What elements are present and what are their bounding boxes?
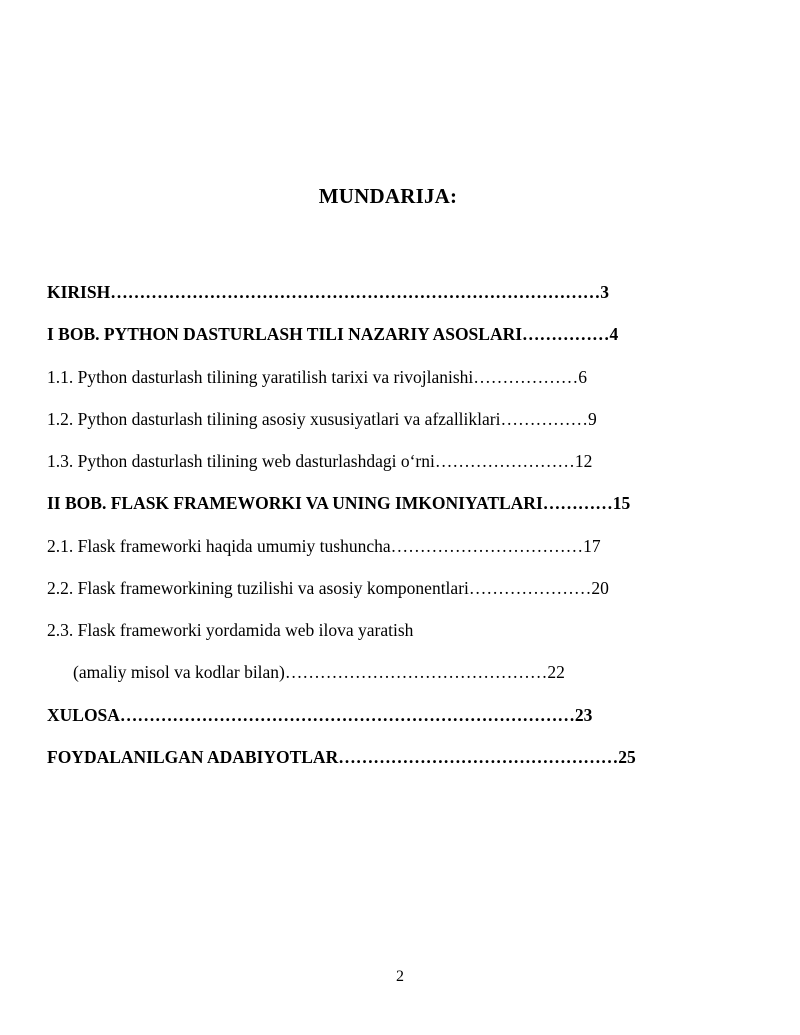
toc-entry-chapter-1: I BOB. PYTHON DASTURLASH TILI NAZARIY ASOSLARI……………4	[47, 324, 619, 344]
toc-entry-2-2: 2.2. Flask frameworkining tuzilishi va asosiy komponentlari…………………20	[47, 578, 609, 598]
page-number: 2	[396, 968, 404, 985]
toc-entry-2-1: 2.1. Flask frameworki haqida umumiy tushuncha……………………………17	[47, 536, 601, 556]
toc-entry-chapter-2: II BOB. FLASK FRAMEWORKI VA UNING IMKONIYATLARI…………15	[47, 493, 631, 513]
toc-entry-2-3: 2.3. Flask frameworki yordamida web ilova yaratish	[47, 620, 414, 640]
toc-entry-1-3: 1.3. Python dasturlash tilining web dasturlashdagi o‘rni……………………12	[47, 451, 593, 471]
page-title: MUNDARIJA:	[318, 184, 458, 208]
toc-entry-1-2: 1.2. Python dasturlash tilining asosiy xususiyatlari va afzalliklari……………9	[47, 409, 597, 429]
toc-entry-1-1: 1.1. Python dasturlash tilining yaratilish tarixi va rivojlanishi………………6	[47, 367, 588, 387]
toc-entry-2-3-continued: (amaliy misol va kodlar bilan)………………………………………22	[73, 662, 565, 682]
toc-entry-references: FOYDALANILGAN ADABIYOTLAR…………………………………………25	[47, 747, 636, 767]
toc-entry-kirish: KIRISH…………………………………………………………………………3	[47, 282, 609, 302]
toc-entry-xulosa: XULOSA……………………………………………………………………23	[47, 705, 593, 725]
